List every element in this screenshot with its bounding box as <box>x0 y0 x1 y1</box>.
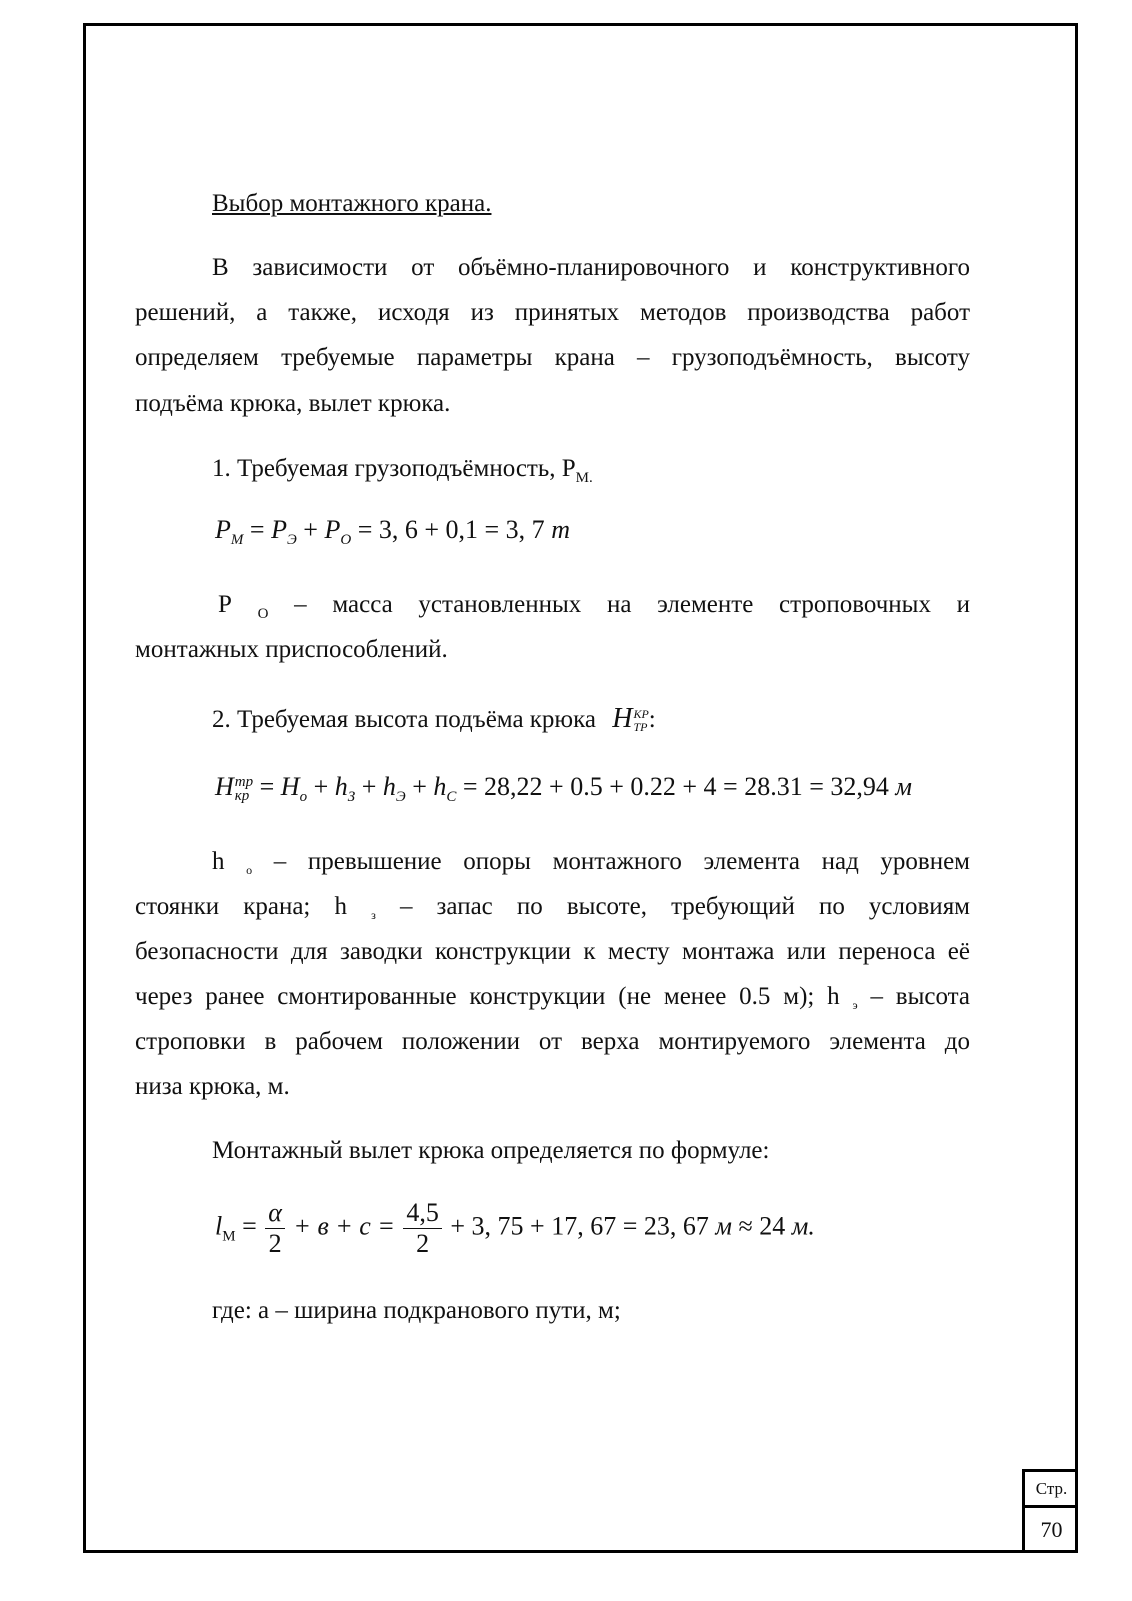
intro-line-2: решений, а также, исходя из принятых методов производства работ <box>135 299 970 326</box>
po-p: Р <box>218 591 232 618</box>
f2-hc: h <box>433 772 447 801</box>
h-notes-l2-rest: – запас по высоте, требующий по условиям <box>399 893 971 920</box>
formula-reach <box>215 1198 815 1259</box>
f1-p1: P <box>215 515 231 544</box>
item-1-sub: М. <box>575 470 593 486</box>
f3-l: l <box>215 1211 223 1241</box>
h-notes-line-3: безопасности для заводки конструкции к месту монтажа или переноса её <box>135 938 970 965</box>
f1-plus: + <box>296 515 325 544</box>
section-heading: Выбор монтажного крана. <box>212 190 492 217</box>
f2-hz-sub: З <box>347 789 356 805</box>
f3-unit1: м <box>715 1211 732 1241</box>
f3-unit2: м. <box>791 1211 815 1241</box>
item-1-text: 1. Требуемая грузоподъёмность, Р <box>212 455 576 482</box>
f3-approx: ≈ 24 <box>731 1211 792 1241</box>
formula-load <box>215 515 570 549</box>
page-label: Стр. <box>1025 1472 1078 1508</box>
f2-unit: м <box>895 772 912 801</box>
h-notes-l1-h: h <box>212 848 225 875</box>
h-notes-line-2 <box>135 893 970 923</box>
f2-plus-3: + <box>405 772 434 801</box>
item-2-h: H <box>612 703 633 734</box>
reach-title: Монтажный вылет крюка определяется по формуле: <box>212 1137 770 1164</box>
h-notes-line-4 <box>135 983 970 1013</box>
f1-sub-e: Э <box>286 532 297 548</box>
h-notes-line-6: низа крюка, м. <box>135 1073 290 1100</box>
f1-rest: = 3, 6 + 0,1 = 3, 7 <box>351 515 552 544</box>
formula-height <box>215 772 912 806</box>
f1-p2: P <box>271 515 287 544</box>
f1-unit: т <box>551 515 570 544</box>
f1-sub-o: O <box>340 532 352 548</box>
h-notes-l2-sub: з <box>371 908 376 922</box>
h-notes-l4-sub: э <box>852 998 858 1012</box>
f2-plus-1: + <box>307 772 335 801</box>
f2-hz: h <box>334 772 348 801</box>
item-2-colon: : <box>648 706 656 733</box>
f3-rest: + 3, 75 + 17, 67 = 23, 67 <box>443 1211 716 1241</box>
item-2-text: 2. Требуемая высота подъёма крюка <box>212 706 596 733</box>
h-notes-line-5: строповки в рабочем положении от верха монтируемого элемента до <box>135 1028 970 1055</box>
h-notes-line-1 <box>212 848 970 878</box>
po-note-line-2: монтажных приспособлений. <box>135 636 448 663</box>
h-notes-l2-a: стоянки крана; h <box>135 893 347 920</box>
h-notes-l1-sub: о <box>246 863 253 877</box>
h-notes-l4-rest: – высота <box>870 983 970 1010</box>
f3-num2: 4,5 <box>403 1198 442 1229</box>
f2-he: h <box>382 772 396 801</box>
f3-eq: = <box>235 1211 264 1241</box>
f2-sup: тр <box>234 774 254 791</box>
f2-sub: кр <box>234 788 250 805</box>
po-rest: – масса установленных на элементе строповочных и <box>294 591 971 618</box>
f2-eq: = <box>253 772 281 801</box>
f2-values: = 28,22 + 0.5 + 0.22 + 4 = 28.31 = 32,94 <box>456 772 896 801</box>
where-line: где: а – ширина подкранового пути, м; <box>212 1297 621 1324</box>
f2-hc-sub: С <box>446 789 457 805</box>
f3-fraction-2 <box>403 1198 442 1259</box>
f2-h: H <box>215 772 234 801</box>
f2-ho-sub: о <box>299 789 308 805</box>
h-notes-l4-a: через ранее смонтированные конструкции (не менее 0.5 м); h <box>135 983 840 1010</box>
item-2-hook-height <box>212 703 656 735</box>
page-number: 70 <box>1040 1517 1063 1542</box>
f2-plus-2: + <box>355 772 383 801</box>
f1-sub-m: M <box>230 532 244 548</box>
f3-two: 2 <box>268 1229 282 1258</box>
f1-p3: P <box>324 515 341 544</box>
item-1-load-capacity <box>212 455 593 487</box>
po-sub: О <box>257 606 269 622</box>
h-notes-l1-rest: – превышение опоры монтажного элемента над уровнем <box>273 848 971 875</box>
f3-den2: 2 <box>416 1229 430 1258</box>
item-2-sup: КР <box>633 707 649 722</box>
f2-he-sub: Э <box>395 789 406 805</box>
intro-line-4: подъёма крюка, вылет крюка. <box>135 390 451 417</box>
f3-mid: + в + с = <box>286 1211 402 1241</box>
f3-alpha: α <box>265 1198 285 1229</box>
f3-fraction-1 <box>265 1198 285 1259</box>
f2-ho: H <box>280 772 300 801</box>
f1-eq: = <box>243 515 272 544</box>
po-note-line-1 <box>218 591 970 623</box>
page-number-stamp <box>1022 1469 1078 1553</box>
f3-l-sub: М <box>222 1228 236 1245</box>
item-2-sub: ТР <box>633 720 648 735</box>
intro-line-1: В зависимости от объёмно-планировочного и конструктивного <box>212 254 970 281</box>
intro-line-3: определяем требуемые параметры крана – грузоподъёмность, высоту <box>135 344 970 371</box>
